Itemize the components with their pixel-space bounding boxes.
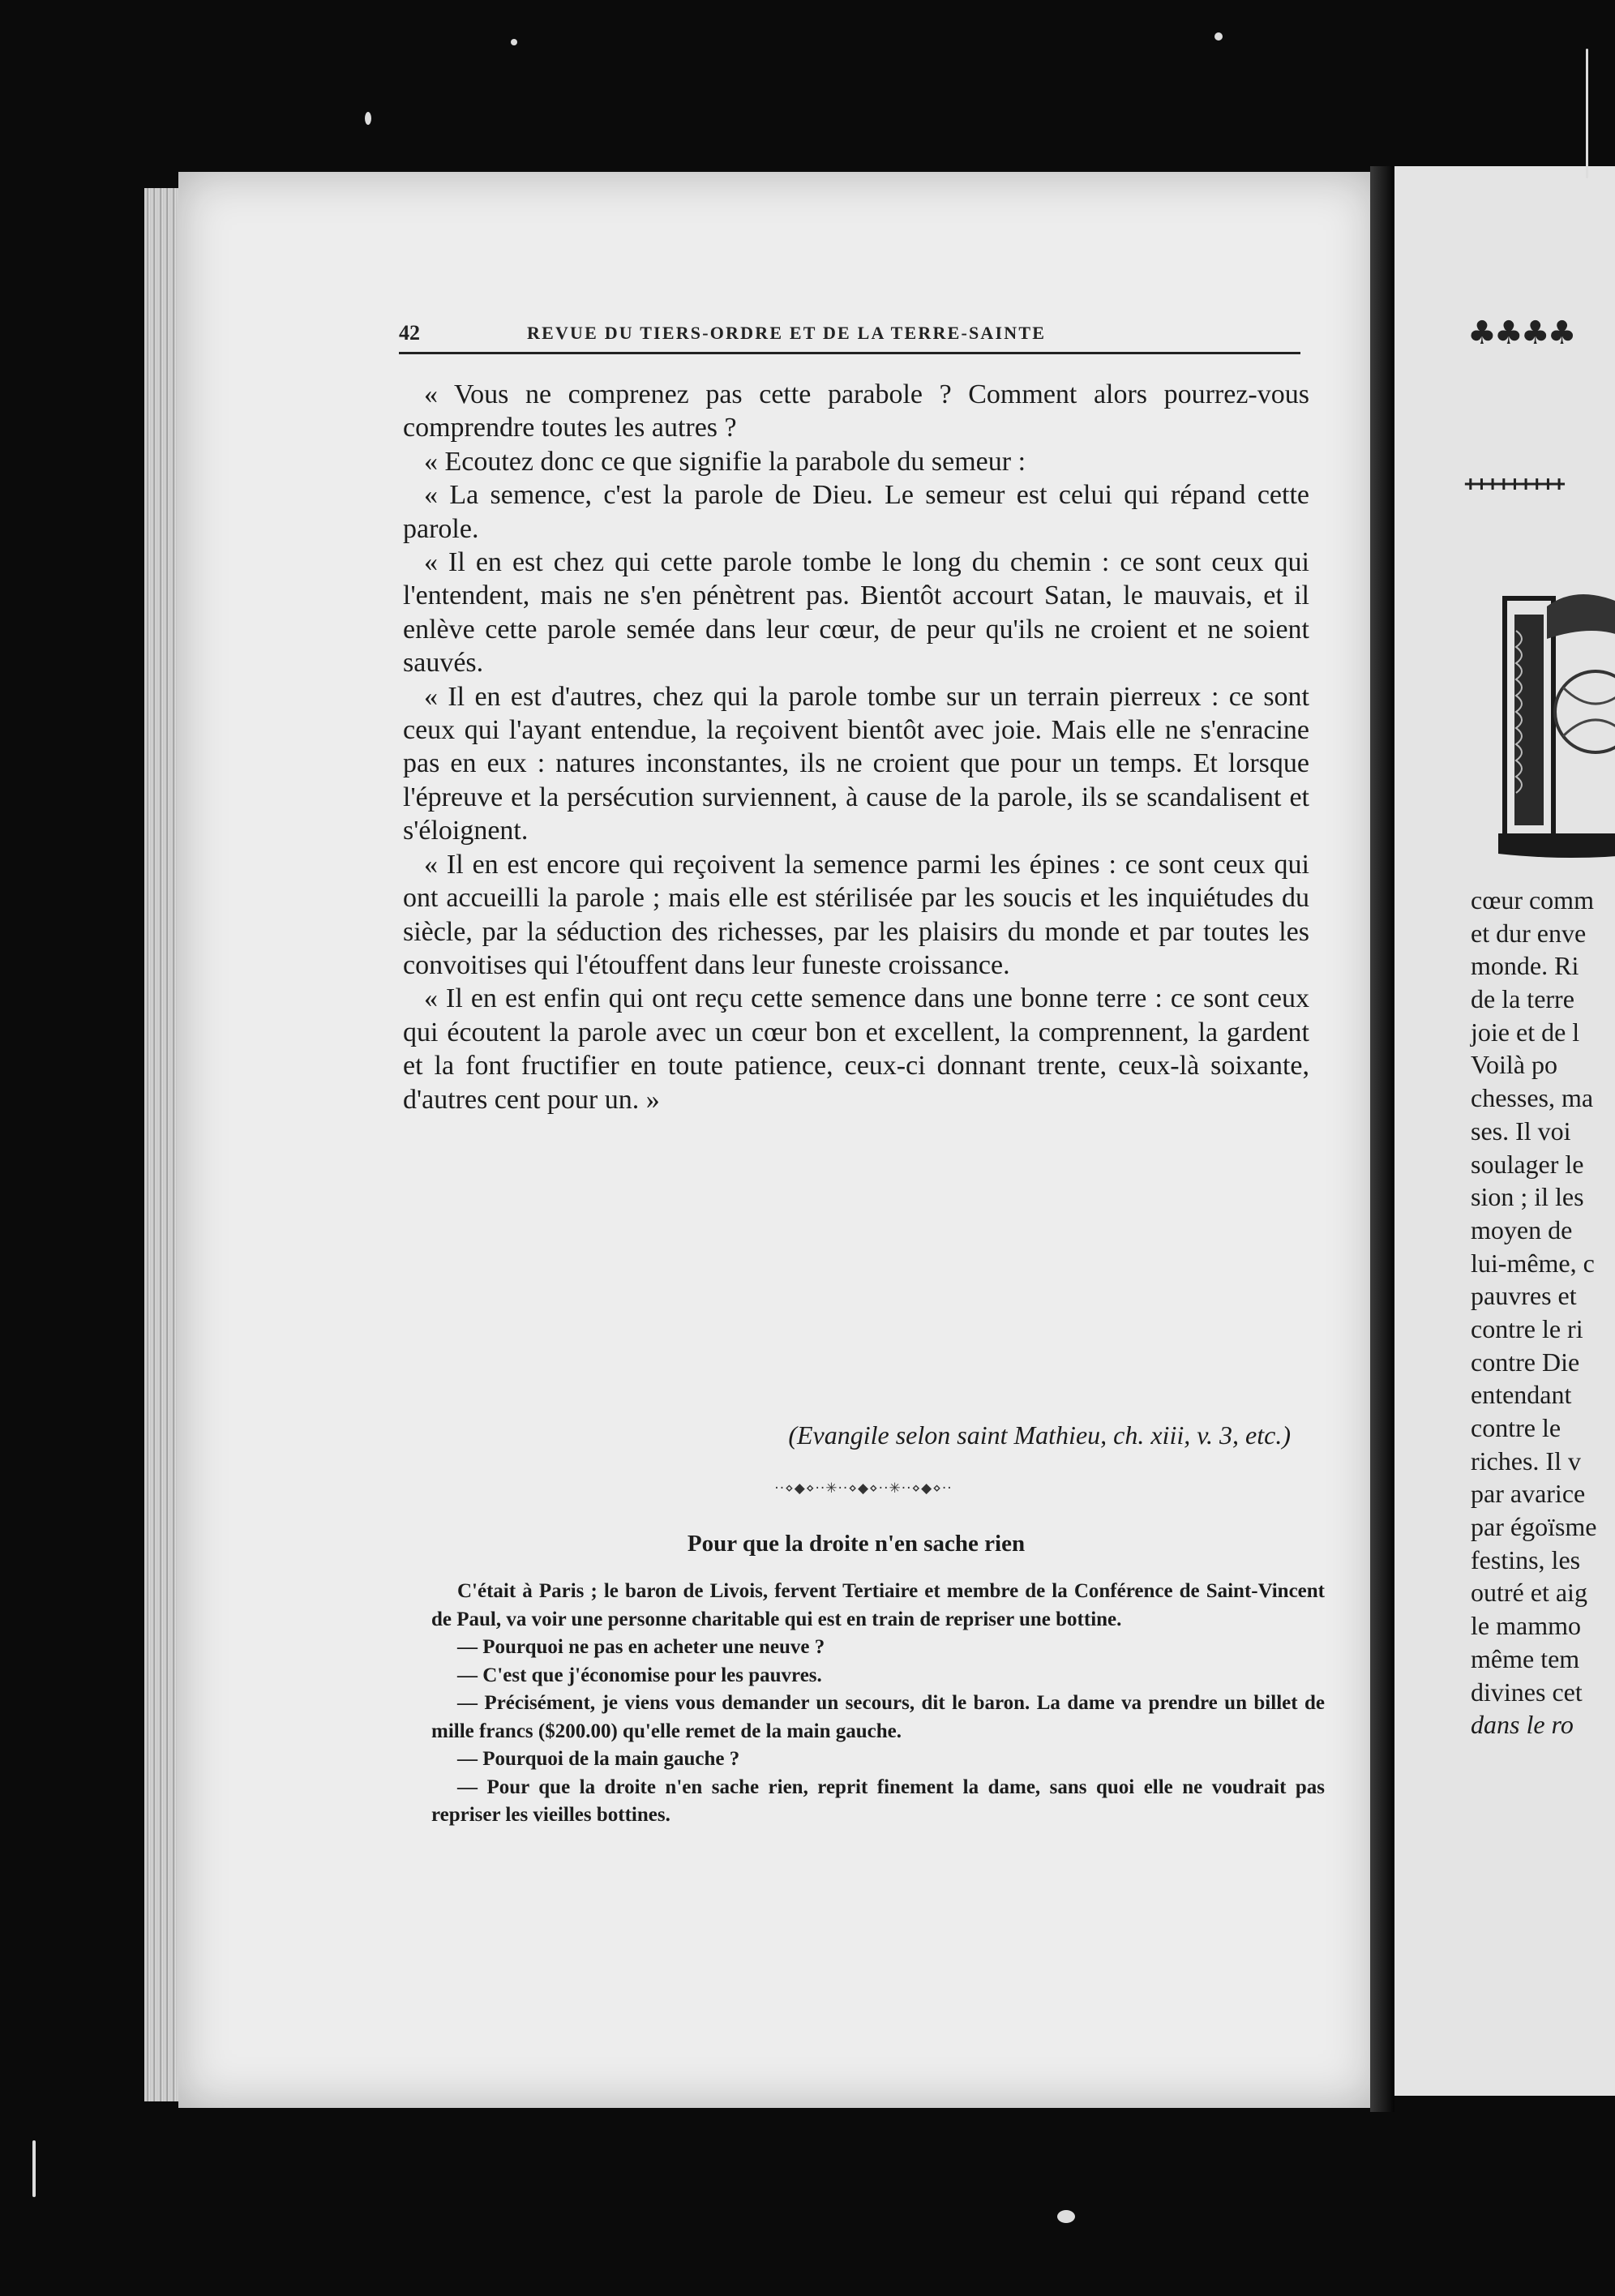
running-title: REVUE DU TIERS-ORDRE ET DE LA TERRE-SAINTE (527, 323, 1047, 343)
text-line: par avarice (1471, 1479, 1586, 1509)
paragraph: — C'est que j'économise pour les pauvres. (457, 1664, 822, 1686)
text-line: chesses, ma (1471, 1083, 1594, 1113)
text-line: cœur comm (1471, 885, 1594, 915)
right-page-text (1471, 884, 1615, 1741)
film-speck (1586, 49, 1588, 178)
paragraph: « Il en est chez qui cette parole tombe le long du chemin : ce sont ceux qui l'entendent, mais ne s'en pénètrent pas. Bientôt accourt Satan, le mauvais, et il enlève cette parole semée dans leur cœur, de peur qu'ils ne croient et ne soient sauvés. (403, 547, 1309, 679)
text-line: Voilà po (1471, 1050, 1557, 1080)
text-line: contre le ri (1471, 1313, 1583, 1343)
text-line: monde. Ri (1471, 951, 1579, 981)
ornament-divider: ··⋄◆⋄··✳··⋄◆⋄··✳··⋄◆⋄·· (774, 1480, 953, 1497)
anecdote-text (431, 1578, 1325, 1830)
paragraph: « Vous ne comprenez pas cette parabole ? Comment alors pourrez-vous comprendre toutes les autres ? (403, 379, 1309, 443)
paragraph: « Il en est encore qui reçoivent la semence parmi les épines : ce sont ceux qui ont accueilli la parole ; mais elle est stérilisée par les soucis et les inquiétudes du siècle, par la séduction des richesses, par les plaisirs du monde et par toutes les convoitises qui l'étouffent dans leur funeste croissance. (403, 849, 1309, 980)
text-line: et dur enve (1471, 918, 1587, 948)
paragraph: « Il en est enfin qui ont reçu cette semence dans une bonne terre : ce sont ceux qui écoutent la parole avec un cœur bon et excellent, la comprennent, la gardent et la font fructifier en toute patience, ceux-ci donnant trente, ceux-là soixante, d'autres cent pour un. » (403, 983, 1309, 1115)
film-speck (1057, 2210, 1075, 2223)
film-speck (511, 39, 517, 45)
text-line: contre Die (1471, 1347, 1580, 1377)
text-line: contre le (1471, 1413, 1561, 1442)
page-number: 42 (399, 321, 420, 345)
paragraph: C'était à Paris ; le baron de Livois, fervent Tertiaire et membre de la Conférence de Saint-Vincent de Paul, va voir une personne charitable qui est en train de repriser une bottine. (431, 1580, 1325, 1630)
paragraph: « La semence, c'est la parole de Dieu. Le semeur est celui qui répand cette parole. (403, 480, 1309, 544)
text-line: sion ; il les (1471, 1182, 1584, 1212)
text-line: ses. Il voi (1471, 1116, 1571, 1146)
text-line: le mammo (1471, 1611, 1581, 1641)
decorated-initial (1498, 582, 1615, 858)
text-line: lui-même, c (1471, 1248, 1595, 1278)
gospel-text (403, 378, 1309, 1116)
paragraph: — Pourquoi de la main gauche ? (457, 1748, 740, 1770)
paragraph: « Il en est d'autres, chez qui la parole tombe sur un terrain pierreux : ce sont ceux qui l'ayant entendue, la reçoivent bientôt avec joie. Mais elle ne s'enracine pas en eux : natures inconstantes, ils ne croient que pour un temps. Et lorsque l'épreuve et la persécution surviennent, à cause de la parole, ils se scandalisent et s'éloignent. (403, 681, 1309, 846)
text-line: dans le ro (1471, 1710, 1574, 1740)
paragraph: — Précisément, je viens vous demander un secours, dit le baron. La dame va prendre un billet de mille francs ($200.00) qu'elle remet de la main gauche. (431, 1692, 1325, 1742)
text-line: riches. Il v (1471, 1446, 1581, 1476)
plus-ornament-row: +++++++++ (1464, 472, 1564, 496)
paragraph: — Pour que la droite n'en sache rien, reprit finement la dame, sans quoi elle ne voudrait pas repriser les vieilles bottines. (431, 1776, 1325, 1826)
film-speck (1214, 32, 1223, 41)
source-citation: (Evangile selon saint Mathieu, ch. xiii, v. 3, etc.) (788, 1420, 1291, 1450)
header-rule (399, 352, 1300, 354)
text-line: festins, les (1471, 1544, 1581, 1574)
book-gutter (1370, 166, 1394, 2112)
film-speck (32, 2140, 36, 2197)
text-line: divines cet (1471, 1677, 1583, 1707)
text-line: outré et aig (1471, 1578, 1587, 1608)
text-line: joie et de l (1471, 1017, 1580, 1047)
section-title: Pour que la droite n'en sache rien (687, 1531, 1026, 1557)
text-line: moyen de (1471, 1214, 1573, 1244)
header-ornament: ♣♣♣♣ (1467, 315, 1574, 352)
text-line: par égoïsme (1471, 1512, 1597, 1542)
text-line: de la terre (1471, 984, 1574, 1014)
text-line: entendant (1471, 1380, 1572, 1410)
text-line: soulager le (1471, 1149, 1584, 1179)
paragraph: — Pourquoi ne pas en acheter une neuve ? (457, 1636, 825, 1658)
text-line: pauvres et (1471, 1281, 1577, 1311)
paragraph: « Ecoutez donc ce que signifie la parabole du semeur : (424, 446, 1026, 477)
text-line: même tem (1471, 1643, 1580, 1673)
film-speck (365, 112, 371, 125)
